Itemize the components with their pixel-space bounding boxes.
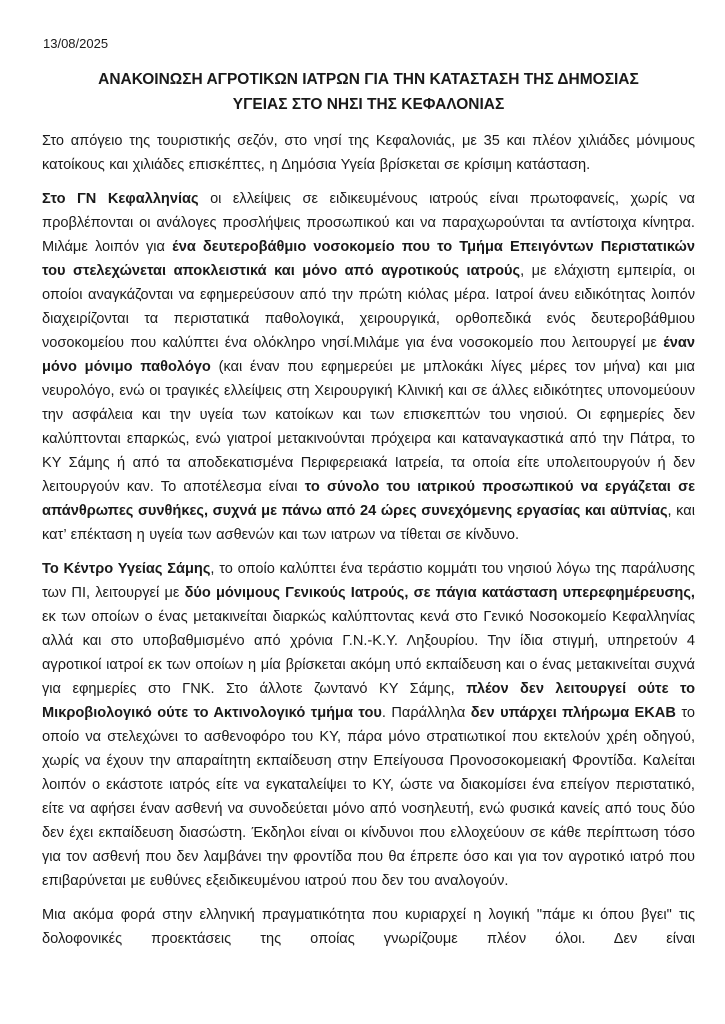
text-run-bold: πλέον δεν λειτουργεί ούτε το Μικροβιολογικό ούτε το Ακτινολογικό τμήμα του — [42, 681, 695, 721]
paragraph — [42, 129, 695, 177]
text-run: το οποίο να στελεχώνει το ασθενοφόρο του ΚΥ, πάρα μόνο στρατιωτικοί που εκτελούν χρέη οδηγού, χωρίς να έχουν την απαραίτητη εκπαίδευση στην Επείγουσα Προνοσοκομειακή Φροντίδα. Καλείται λοιπόν ο εκάστοτε ιατρός είτε να εγκαταλείψει το ΚΥ, ώστε να διακομίσει ένα επείγον περιστατικό, είτε να αφήσει έναν ασθενή να συνοδεύεται μόνο από νοσηλευτή, ενώ φυσικά κανείς από τους δύο δεν έχει εκπαίδευση διασώστη. Έκδηλοι είναι οι κίνδυνοι που ελλοχεύουν σε κάθε περίπτωση τόσο για τον ασθενή που δεν λαμβάνει την φροντίδα που θα έπρεπε όσο και για τον αγροτικό ιατρό που επιβαρύνεται με ευθύνες εξειδικευμένου ιατρού που δεν του αναλογούν. — [42, 705, 695, 889]
document-date: 13/08/2025 — [43, 36, 109, 51]
text-run-bold: ένα δευτεροβάθμιο νοσοκομείο που το Τμήμα Επειγόντων Περιστατικών του στελεχώνεται αποκλειστικά και μόνο από αγροτικούς ιατρούς — [42, 239, 695, 279]
text-run: εκ των οποίων ο ένας μετακινείται διαρκώς καλύπτοντας κενά στο Γενικό Νοσοκομείο Κεφαλληνίας αλλά και στο υποβαθμισμένο από χρόνια Γ.Ν.-Κ.Υ. Ληξουρίου. Την ίδια στιγμή, υπηρετούν 4 αγροτικοί ιατροί εκ των οποίων η μία βρίσκεται ακόμη υπό εκπαίδευση και ο ένας μετακινείται συχνά για εφημερίες στο ΓΝΚ. Στο άλλοτε ζωντανό ΚΥ Σάμης, — [42, 609, 695, 697]
paragraph — [42, 557, 695, 893]
text-run: , και κατ’ επέκταση η υγεία των ασθενών και των ιατρων να τίθεται σε κίνδυνο. — [42, 503, 695, 543]
paragraph — [42, 903, 695, 951]
text-run: (και έναν που εφημερεύει με μπλοκάκι λίγες μέρες τον μήνα) και μια νευρολόγο, ενώ οι τραγικές ελλείψεις στη Χειρουργική Κλινική και σε άλλες ειδικότητες υπονομεύουν την ασφάλεια και την υγεία των κατοίκων και των επισκεπτών του νησιού. Οι εφημερίες δεν καλύπτονται επαρκώς, ενώ γιατροί μετακινούνται πρόχειρα και καταναγκαστικά από την Πάτρα, το ΚΥ Σάμης ή από τα αποδεκατισμένα Περιφερειακά Ιατρεία, τα οποία είτε υπολειτουργούν ή δεν λειτουργούν καν. Το αποτέλεσμα είναι — [42, 359, 695, 495]
text-run: Μια ακόμα φορά στην ελληνική πραγματικότητα που κυριαρχεί η λογική "πάμε κι όπου βγει" τις δολοφονικές προεκτάσεις της οποίας γνωρίζουμε πλέον όλοι. Δεν είναι — [42, 907, 695, 947]
text-run: , το οποίο καλύπτει ένα τεράστιο κομμάτι του νησιού λόγω της παράλυσης των ΠΙ, λειτουργεί με — [42, 561, 695, 601]
text-run-bold: Στο ΓΝ Κεφαλληνίας — [42, 191, 199, 207]
paragraph — [42, 187, 695, 547]
text-run-bold: έναν μόνο μόνιμο παθολόγο — [42, 335, 695, 375]
text-run-bold: το σύνολο του ιατρικού προσωπικού να εργάζεται σε απάνθρωπες συνθήκες, συχνά με πάνω από 24 ώρες συνεχόμενης εργασίας και αϋπνίας — [42, 479, 695, 519]
text-run-bold: δεν υπάρχει πλήρωμα ΕΚΑΒ — [470, 705, 676, 721]
document-body — [42, 129, 695, 951]
document-title-line-2: ΥΓΕΙΑΣ ΣΤΟ ΝΗΣΙ ΤΗΣ ΚΕΦΑΛΟΝΙΑΣ — [232, 96, 505, 113]
text-run: , με ελάχιστη εμπειρία, οι οποίοι αναγκάζονται να εφημερεύσουν από την πρώτη κιόλας μέρα. Ιατροί άνευ ειδικότητας λοιπόν διαχειρίζονται τα περιστατικά παθολογικά, χειρουργικά, ορθοπεδικά ενός δευτεροβάθμιου νοσοκομείου που καλύπτει ένα ολόκληρο νησί.Μιλάμε για ένα νοσοκομείο που λειτουργεί με — [42, 263, 696, 351]
document-title — [42, 67, 695, 117]
text-run-bold: Το Κέντρο Υγείας Σάμης — [42, 561, 211, 577]
text-run: οι ελλείψεις σε ειδικευμένους ιατρούς είναι πρωτοφανείς, χωρίς να προβλέπονται οι ανάλογες προσλήψεις προσωπικού και να παραχωρούνται τα αντίστοιχα κίνητρα. Μιλάμε λοιπόν για — [42, 191, 695, 255]
text-run: Στο απόγειο της τουριστικής σεζόν, στο νησί της Κεφαλονιάς, με 35 και πλέον χιλιάδες μόνιμους κατοίκους και χιλιάδες επισκέπτες, η Δημόσια Υγεία βρίσκεται σε κρίσιμη κατάσταση. — [42, 133, 695, 173]
document-title-line-1: ΑΝΑΚΟΙΝΩΣΗ ΑΓΡΟΤΙΚΩΝ ΙΑΤΡΩΝ ΓΙΑ ΤΗΝ ΚΑΤΑΣΤΑΣΗ ΤΗΣ ΔΗΜΟΣΙΑΣ — [98, 71, 639, 88]
text-run: . Παράλληλα — [381, 705, 471, 721]
text-run-bold: δύο μόνιμους Γενικούς Ιατρούς, σε πάγια κατάσταση υπερεφημέρευσης, — [184, 585, 695, 601]
